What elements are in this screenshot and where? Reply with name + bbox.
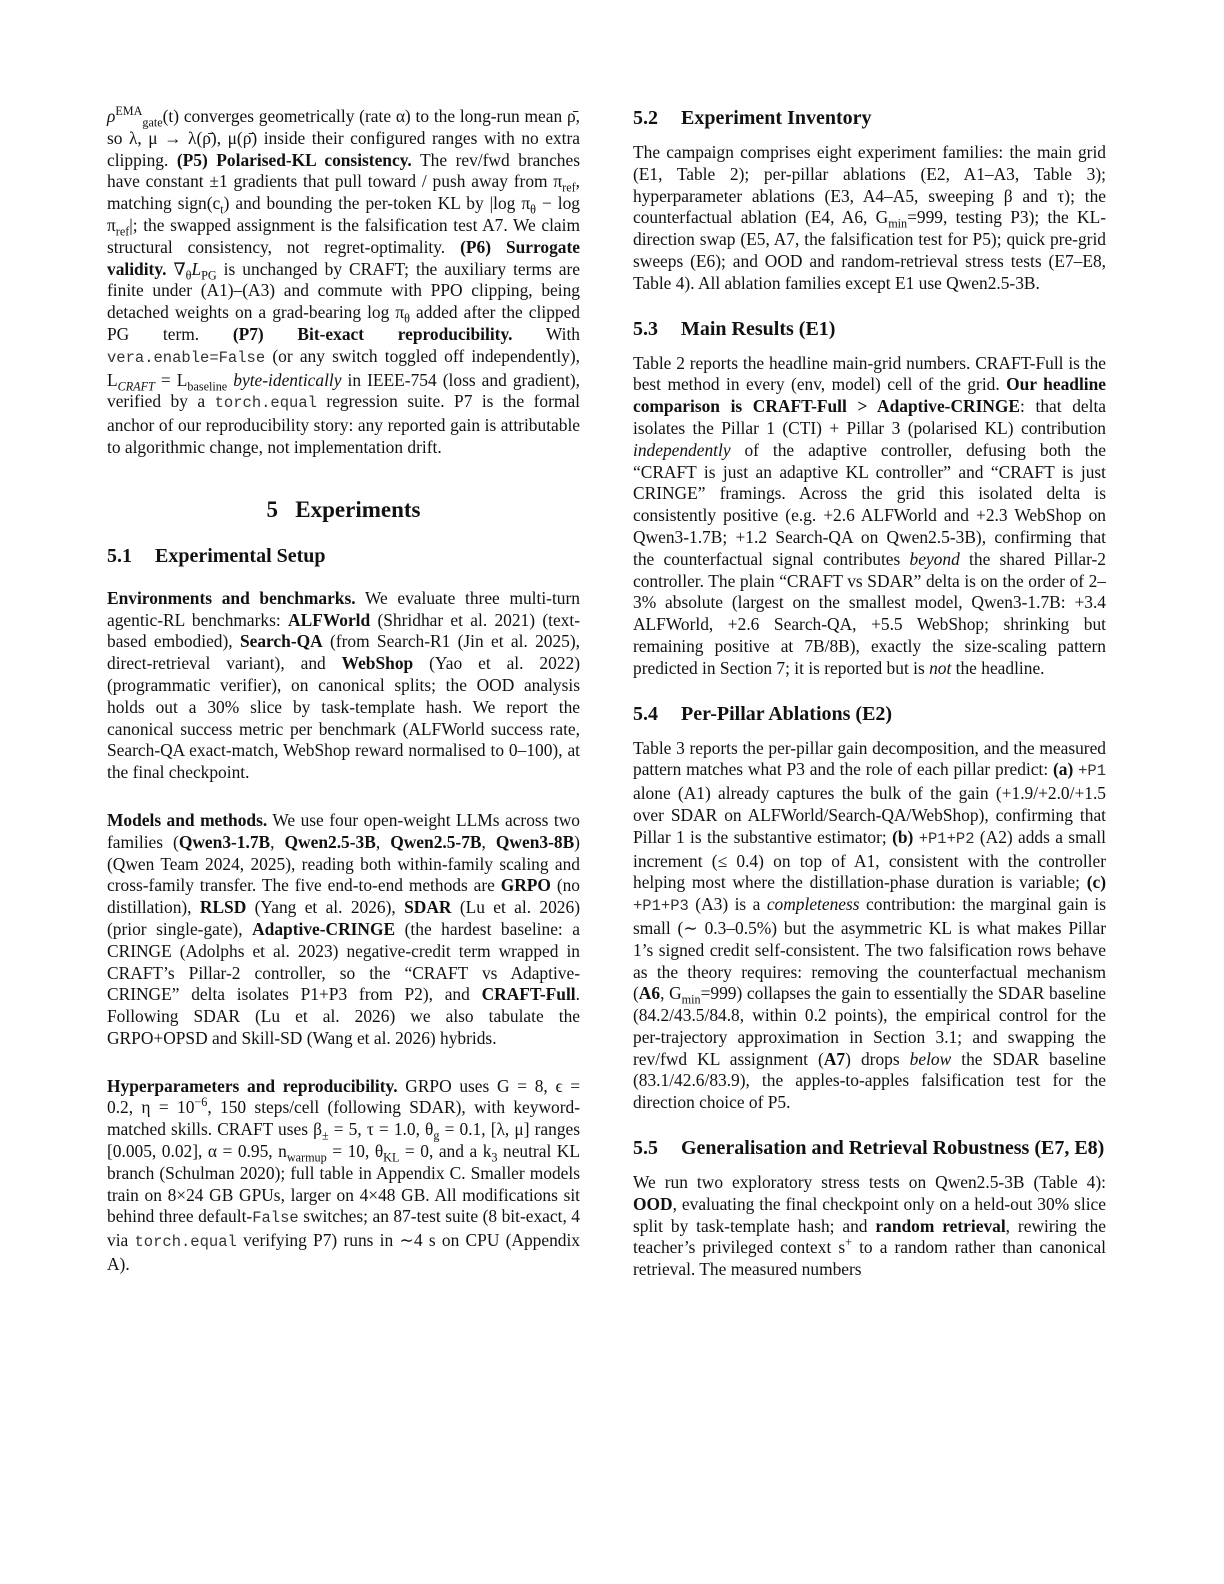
text: = 0.1, [λ, μ] ranges [0.005, 0.02], α = 0.95, n: [107, 1119, 580, 1162]
paragraph-inventory: [633, 142, 1106, 295]
text: gate: [142, 115, 163, 130]
text: switches; an 87-test suite (8 bit-exact, 4 via: [107, 1206, 580, 1251]
text: OOD: [633, 1193, 673, 1214]
emphasis: not: [929, 657, 952, 678]
inline-code: +P1+P2: [918, 829, 975, 848]
text: EMA: [115, 104, 143, 119]
text: We use four open-weight LLMs across two families (: [107, 809, 580, 852]
paragraph-properties: [107, 106, 580, 459]
subsection-number: 5.5: [633, 1137, 658, 1160]
inline-code: vera.enable=False: [107, 348, 266, 367]
text: =999, testing P3); the KL-direction swap (E5, A7, the falsification test for P5); quick pre-grid sweeps (E6); and OOD and random-retrieval stress tests (E7–E8, Table 4). All ablation families except E1 use Qwen2.5-3B.: [633, 207, 1106, 293]
emphasis: byte-identically: [227, 369, 342, 390]
text: ,: [375, 831, 391, 852]
text: (b): [892, 826, 914, 847]
text: min: [888, 216, 908, 231]
paragraph-main-results: [633, 353, 1106, 680]
subsection-title: Main Results (E1): [681, 317, 836, 340]
text: ,: [481, 831, 496, 852]
text: ) drops: [845, 1048, 910, 1069]
paragraph-models: [107, 810, 580, 1050]
property-label: (P6) Surrogate validity.: [107, 236, 581, 279]
inline-code: False: [252, 1209, 299, 1228]
text: baseline: [187, 379, 228, 394]
text: ref: [115, 224, 130, 239]
paragraph-head: Environments and benchmarks.: [107, 587, 356, 608]
text: Adaptive-CRINGE: [252, 918, 396, 939]
text: With: [512, 323, 580, 344]
section-title: Experiments: [295, 496, 421, 522]
text: − log π: [107, 193, 580, 235]
subsection-heading: [633, 317, 1106, 341]
text: (the hardest baseline: a CRINGE (Adolphs et al. 2023) negative-credit term wrapped in CRAFT’s Pillar-2 controller, so the “CRAFT vs Adaptive-CRINGE” delta isolates P1+P3 from P2), and: [107, 918, 580, 1005]
text: the shared Pillar-2 controller. The plain “CRAFT vs SDAR” delta is on the order of 2–3% absolute (largest on the smallest model, Qwen3-1.7B: +3.4 ALFWorld, +2.6 Search-QA, +5.5 WebShop; shrinking but remaining positive at 7B/8B), exactly the size-scaling pattern predicted in Section 7; it is reported but is: [633, 548, 1106, 678]
text: contribution: the marginal gain is small (∼ 0.3–0.5%) but the asymmetric KL is what makes Pillar 1’s signed credit self-consistent. The two falsification rows behave as the theory requires: removing the counterfactual mechanism (: [633, 894, 1106, 1004]
inline-code: torch.equal: [214, 394, 317, 413]
text: (from Search-R1 (Jin et al. 2025), direct-retrieval variant), and: [107, 631, 580, 674]
text: ρ: [107, 106, 116, 126]
text: in IEEE-754 (loss and gradient), verified by a: [107, 369, 580, 412]
paragraph-ablations: [633, 738, 1106, 1115]
text: Qwen3-8B: [495, 831, 575, 852]
text: the SDAR baseline (83.1/42.6/83.9), the apples-to-apples falsification test for the direction choice of P5.: [633, 1048, 1107, 1113]
text: (c): [1086, 872, 1106, 893]
subsection-number: 5.1: [107, 544, 132, 567]
text: alone (A1) already captures the bulk of the gain (+1.9/+2.0/+1.5 over SDAR on ALFWorld/Search-QA/WebShop), confirming that Pillar 1 is the substantive estimator;: [633, 783, 1106, 847]
text: A6: [638, 983, 661, 1004]
section-heading: [107, 497, 580, 523]
text: ref: [562, 180, 576, 195]
text: ALFWorld: [288, 609, 371, 630]
subsection-title: Per-Pillar Ablations (E2): [681, 702, 893, 725]
text: We evaluate three multi-turn agentic-RL benchmarks:: [107, 587, 580, 630]
text: . Following SDAR (Lu et al. 2026) we also tabulate the GRPO+OPSD and Skill-SD (Wang et al. 2026) hybrids.: [107, 984, 580, 1048]
emphasis: beyond: [909, 548, 960, 569]
text: GRPO uses G = 8, ϵ = 0.2, η = 10: [107, 1075, 581, 1118]
text: ,: [270, 831, 285, 852]
text: KL: [383, 1150, 400, 1165]
text: , rewiring the teacher’s privileged context s: [633, 1215, 1106, 1258]
spacer: [633, 295, 1106, 317]
text: , G: [660, 983, 682, 1004]
paragraph-head: Models and methods.: [107, 809, 268, 830]
right-column: [633, 106, 1106, 1281]
paragraph-head: Hyperparameters and reproducibility.: [107, 1075, 398, 1096]
property-label: (P5) Polarised-KL consistency.: [176, 149, 412, 170]
text: ±: [321, 1128, 329, 1143]
text: Qwen3-1.7B: [178, 831, 271, 852]
text: CRAFT: [117, 379, 155, 394]
subsection-title: Generalisation and Retrieval Robustness (E7, E8): [681, 1137, 1105, 1160]
emphasis: below: [909, 1048, 952, 1069]
text: ) and bounding the per-token KL by |log π: [223, 193, 531, 214]
text: ) (Qwen Team 2024, 2025), reading both within-family scaling and cross-family transfer. The five end-to-end methods are: [107, 831, 580, 896]
text: The campaign comprises eight experiment families: the main grid (E1, Table 2); per-pillar ablations (E2, A1–A3, Table 3); hyperparameter ablations (E3, A4–A5, sweeping β and τ); the counterfactual ablation (E4, A6, G: [633, 142, 1106, 228]
text: Table 2 reports the headline main-grid numbers. CRAFT-Full is the best method in every (env, model) cell of the grid.: [633, 352, 1106, 395]
subsection-title: Experimental Setup: [155, 544, 326, 567]
text: PG: [201, 268, 217, 283]
inline-code: +P1: [1078, 762, 1106, 781]
emphasis: independently: [633, 439, 731, 460]
text: (A2) adds a small increment (≤ 0.4) on top of A1, consistent with the controller helping most where the distillation-phase duration is variable;: [633, 826, 1106, 893]
inline-code: torch.equal: [134, 1233, 237, 1252]
text: = 10, θ: [326, 1141, 384, 1162]
subsection-number: 5.4: [633, 702, 658, 725]
text: |; the swapped assignment is the falsification test A7. We claim structural consistency, not regret-optimality.: [107, 214, 580, 257]
property-label: (P7) Bit-exact reproducibility.: [232, 323, 513, 344]
paragraph-hyperparameters: [107, 1076, 580, 1276]
text: regression suite. P7 is the formal anchor of our reproducibility story: any reported gain is attributable to algorithmic change, not implementation drift.: [107, 391, 580, 457]
text: Table 3 reports the per-pillar gain decomposition, and the measured pattern matches what P3 and the role of each pillar predict:: [633, 737, 1106, 780]
text: (a): [1052, 759, 1074, 780]
text: the headline.: [951, 657, 1045, 678]
text: L: [191, 258, 202, 279]
text: (Yang et al. 2026),: [246, 897, 405, 918]
text: (A3) is a: [688, 894, 767, 915]
text: Our headline comparison is CRAFT-Full > Adaptive-CRINGE: [633, 374, 1106, 417]
text: warmup: [286, 1150, 327, 1165]
text: We run two exploratory stress tests on Qwen2.5-3B (Table 4):: [633, 1172, 1106, 1193]
text: −6: [194, 1095, 208, 1110]
text: g: [433, 1128, 440, 1143]
left-column: [107, 106, 580, 1276]
text: The rev/fwd branches have constant ±1 gradients that pull toward / push away from π: [107, 149, 580, 192]
spacer: [633, 680, 1106, 702]
subsection-heading: [633, 106, 1106, 130]
subsection-heading: [633, 702, 1106, 726]
text: Search-QA: [239, 631, 323, 652]
text: , matching sign(c: [107, 171, 580, 214]
text: Qwen2.5-3B: [284, 831, 376, 852]
text: GRPO: [500, 875, 551, 896]
text: added after the clipped PG term.: [107, 302, 580, 344]
inline-code: +P1+P3: [633, 897, 689, 916]
text: A7: [823, 1048, 846, 1069]
emphasis: completeness: [766, 894, 860, 915]
text: min: [681, 992, 701, 1007]
text: CRAFT-Full: [481, 984, 576, 1005]
text: = 0, and a k: [399, 1141, 492, 1162]
text: Qwen2.5-7B: [390, 831, 482, 852]
paragraph-generalisation: [633, 1172, 1106, 1281]
paragraph-environments: [107, 588, 580, 784]
text: 3: [491, 1150, 498, 1165]
text: (Shridhar et al. 2021) (text-based embodied),: [107, 609, 580, 652]
spacer: [633, 1114, 1106, 1136]
text: = L: [154, 369, 188, 390]
text: θ: [530, 202, 536, 217]
text: t: [220, 202, 224, 217]
text: to a random rather than canonical retrieval. The measured numbers: [633, 1237, 1106, 1280]
text: (or any switch toggled off independently), L: [107, 345, 580, 390]
text: is unchanged by CRAFT; the auxiliary terms are finite under (A1)–(A3) and commute with PPO clipping, being detached weights on a grad-bearing log π: [107, 258, 580, 323]
text: ∇: [166, 258, 186, 279]
text: : that delta isolates the Pillar 1 (CTI) + Pillar 3 (polarised KL) contribution: [633, 396, 1106, 438]
text: , evaluating the final checkpoint only on a held-out 30% slice split by task-template hash; and: [633, 1193, 1106, 1236]
text: WebShop: [341, 653, 414, 674]
text: (no distillation),: [107, 875, 580, 918]
text: , 150 steps/cell (following SDAR), with keyword-matched skills. CRAFT uses β: [107, 1097, 580, 1140]
text: θ: [404, 311, 410, 326]
text: = 5, τ = 1.0, θ: [328, 1119, 434, 1140]
text: SDAR: [404, 897, 452, 918]
subsection-number: 5.2: [633, 107, 658, 129]
text: random retrieval: [875, 1215, 1006, 1236]
text: verifying P7) runs in ∼4 s on CPU (Appendix A).: [107, 1230, 581, 1275]
text: (Lu et al. 2026) (prior single-gate),: [107, 897, 580, 939]
text: +: [845, 1235, 853, 1250]
section-number: 5: [266, 496, 279, 522]
text: =999) collapses the gain to essentially the SDAR baseline (84.2/43.5/84.8, within 0.2 points), the empirical control for the per-trajectory approximation in Section 3.1; and swapping the rev/fwd KL assignment (: [633, 983, 1106, 1069]
text: (t) converges geometrically (rate α) to the long-run mean ρ̄, so λ, μ → λ(ρ̄), μ(ρ̄) inside their configured ranges with no extra clipping.: [107, 106, 580, 170]
text: of the adaptive controller, defusing both the “CRAFT is just an adaptive KL controller” and “CRAFT is just CRINGE” framings. Across the grid this isolated delta is consistently positive (e.g. +2.6 ALFWorld and +2.3 WebShop on Qwen3-1.7B; +1.2 Search-QA on Qwen2.5-3B), confirming that the counterfactual signal contributes: [633, 439, 1106, 569]
subsection-heading: [107, 544, 580, 568]
subsection-heading: [633, 1136, 1106, 1160]
text: θ: [185, 268, 192, 283]
text: RLSD: [199, 897, 247, 918]
subsection-number: 5.3: [633, 317, 658, 340]
subsection-title: Experiment Inventory: [681, 107, 872, 129]
text: (Yao et al. 2022) (programmatic verifier), on canonical splits; the OOD analysis holds out a 30% slice by task-template hash. We report the canonical success metric per benchmark (ALFWorld success rate, Search-QA exact-match, WebShop reward normalised to 0–100), at the final checkpoint.: [107, 653, 580, 783]
text: neutral KL branch (Schulman 2020); full table in Appendix C. Smaller models train on 8×24 GB GPUs, larger on 4×48 GB. All modifications sit behind three default-: [107, 1141, 580, 1227]
